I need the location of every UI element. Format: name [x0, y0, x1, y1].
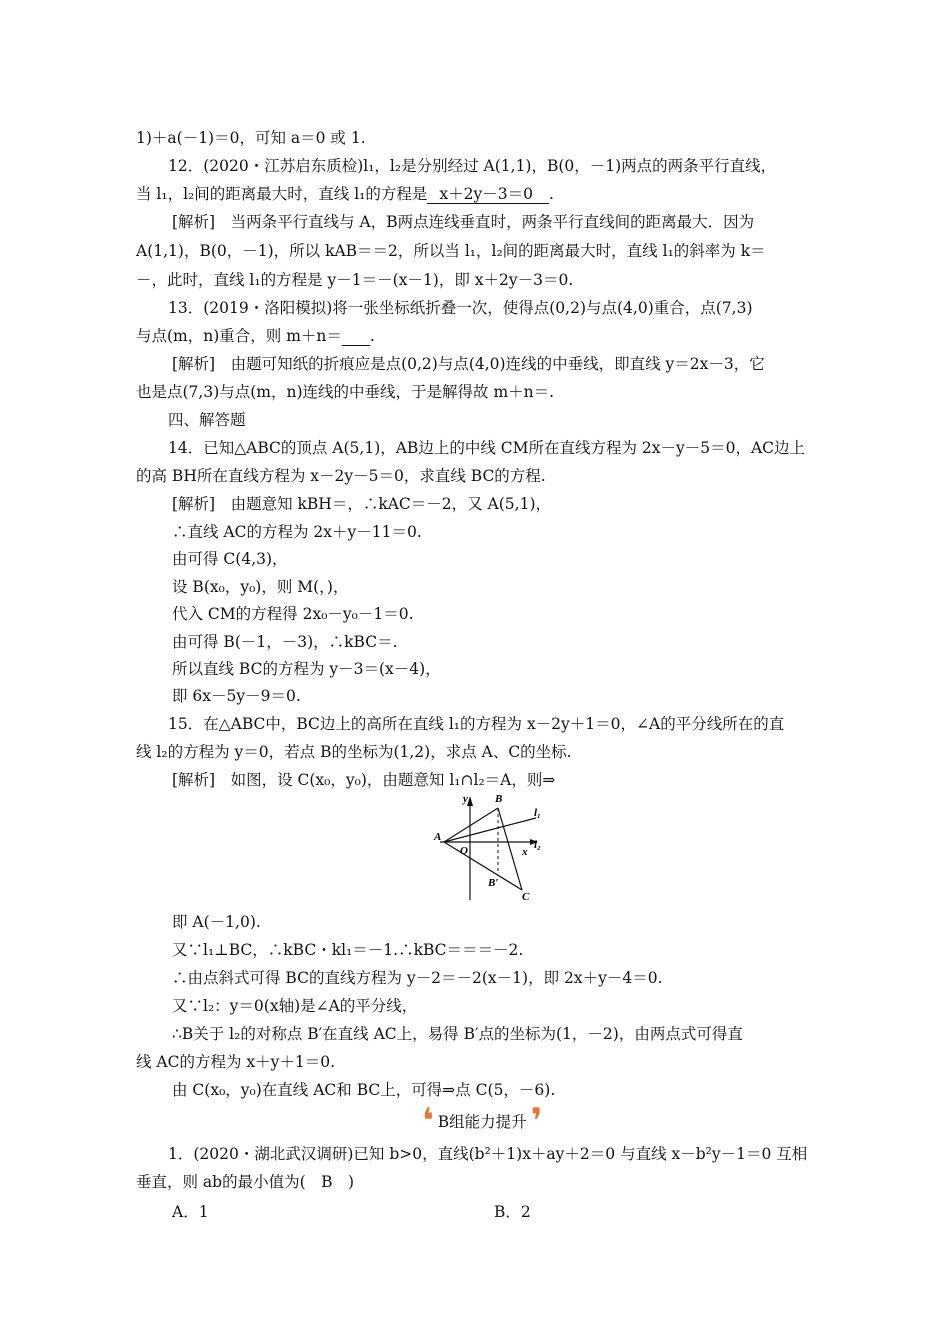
segment-ab: [444, 808, 498, 842]
problem-12-stem-cont: [136, 184, 554, 204]
solution-14-line: 设 B(x₀，y₀)，则 M(，)，: [172, 578, 349, 596]
solution-13-line: 也是点(7,3)与点(m，n)连线的中垂线，于是解得故 m＋n＝.: [136, 383, 555, 401]
option-a: A．1: [172, 1203, 209, 1221]
answer-blank: x＋2y－3＝0: [427, 185, 549, 204]
text-run: .: [369, 327, 375, 345]
solution-12-line: A(1,1)，B(0，－1)，所以 kAB＝＝2，所以当 l₁，l₂间的距离最大时，直线 l₁的斜率为 k＝: [136, 242, 766, 260]
solution-15-line: ∴由点斜式可得 BC的直线方程为 y－2＝－2(x－1)，即 2x＋y－4＝0.: [172, 969, 663, 987]
problem-12-stem: 12．(2020・江苏启东质检)l₁，l₂是分别经过 A(1,1)，B(0，－1)两点的两条平行直线，: [168, 157, 777, 175]
solution-15: [解析] 如图，设 C(x₀，y₀)，由题意知 l₁∩l₂＝A，则⇒: [172, 771, 556, 789]
solution-15-line: ∴B关于 l₂的对称点 B′在直线 AC上，易得 B′点的坐标为(1，－2)，由两点式可得直: [172, 1025, 743, 1043]
solution-15-line: 由 C(x₀，y₀)在直线 AC和 BC上，可得⇒点 C(5，－6).: [172, 1081, 556, 1099]
label-c: C: [522, 891, 530, 903]
solution-12-line: －，此时，直线 l₁的方程是 y－1＝－(x－1)，即 x＋2y－3＝0.: [136, 271, 574, 289]
problem-14-stem: 14．已知△ABC的顶点 A(5,1)，AB边上的中线 CM所在直线方程为 2x－y－5＝0，AC边上: [168, 439, 806, 457]
open-quote-icon: ❛: [422, 1101, 434, 1141]
solution-14-line: 即 6x－5y－9＝0.: [172, 687, 301, 705]
answer-blank: [342, 327, 370, 346]
y-axis-arrow: [467, 796, 473, 806]
solution-14-line: 代入 CM的方程得 2x₀－y₀－1＝0.: [172, 605, 414, 623]
close-quote-icon: ❜: [530, 1101, 543, 1141]
solution-14-line: 由可得 C(4,3)，: [172, 550, 288, 568]
label-l2: l₂: [534, 839, 541, 851]
text-run: 与点(m，n)重合，则 m＋n＝: [136, 327, 342, 345]
label-a: A: [434, 831, 442, 843]
solution-12: [解析] 当两条平行直线与 A，B两点连线垂直时，两条平行直线间的距离最大．因为: [172, 213, 755, 231]
problem-15-stem-cont: 线 l₂的方程为 y＝0，若点 B的坐标为(1,2)，求点 A、C的坐标.: [136, 743, 572, 761]
solution-15-line: 又∵l₁⊥BC，∴kBC・kl₁＝－1.∴kBC＝＝＝－2.: [172, 941, 524, 959]
option-b: B．2: [494, 1203, 531, 1221]
solution-13: [解析] 由题可知纸的折痕应是点(0,2)与点(4,0)连线的中垂线，即直线 y＝2x－3，它: [172, 355, 765, 373]
problem-b1-stem-cont: 垂直，则 ab的最小值为( B ): [136, 1173, 355, 1191]
solution-14: [解析] 由题意知 kBH＝，∴kAC＝－2，又 A(5,1)，: [172, 495, 551, 513]
section-banner-title: B组能力提升: [437, 1113, 527, 1131]
solution-15-line: 线 AC的方程为 x＋y＋1＝0.: [136, 1053, 336, 1071]
section-heading: 四、解答题: [168, 411, 246, 429]
solution-14-line: ∴直线 AC的方程为 2x＋y－11＝0.: [172, 523, 422, 541]
label-b-prime: B′: [488, 877, 499, 889]
problem-b1-stem: 1．(2020・湖北武汉调研)已知 b>0，直线(b²＋1)x＋ay＋2＝0 与直线 x－b²y－1＝0 互相: [168, 1145, 808, 1163]
problem-14-stem-cont: 的高 BH所在直线方程为 x－2y－5＝0，求直线 BC的方程.: [136, 467, 546, 485]
label-y: y: [463, 793, 468, 805]
label-l1: l₁: [534, 807, 541, 819]
problem-13-stem: 13．(2019・洛阳模拟)将一张坐标纸折叠一次，使得点(0,2)与点(4,0)重合，点(7,3): [168, 299, 753, 317]
geometry-figure: [432, 788, 552, 908]
section-banner: [422, 1101, 543, 1141]
line-l1: [444, 818, 536, 842]
solution-14-line: 由可得 B(－1，－3)，∴kBC＝.: [172, 633, 398, 651]
label-b: B: [495, 793, 503, 805]
problem-15-stem: 15．在△ABC中，BC边上的高所在直线 l₁的方程为 x－2y＋1＝0，∠A的平分线所在的直: [168, 715, 785, 733]
solution-14-line: 所以直线 BC的方程为 y－3＝(x－4)，: [172, 660, 441, 678]
text-run: 当 l₁，l₂间的距离最大时，直线 l₁的方程是: [136, 185, 428, 203]
label-x: x: [522, 846, 528, 858]
text-line: 1)＋a(－1)＝0，可知 a＝0 或 1.: [136, 129, 366, 147]
label-o: O: [460, 845, 468, 857]
solution-15-line: 即 A(－1,0).: [172, 913, 261, 931]
text-run: .: [548, 185, 554, 203]
solution-15-line: 又∵l₂：y＝0(x轴)是∠A的平分线，: [172, 997, 418, 1015]
problem-13-stem-cont: [136, 326, 375, 346]
